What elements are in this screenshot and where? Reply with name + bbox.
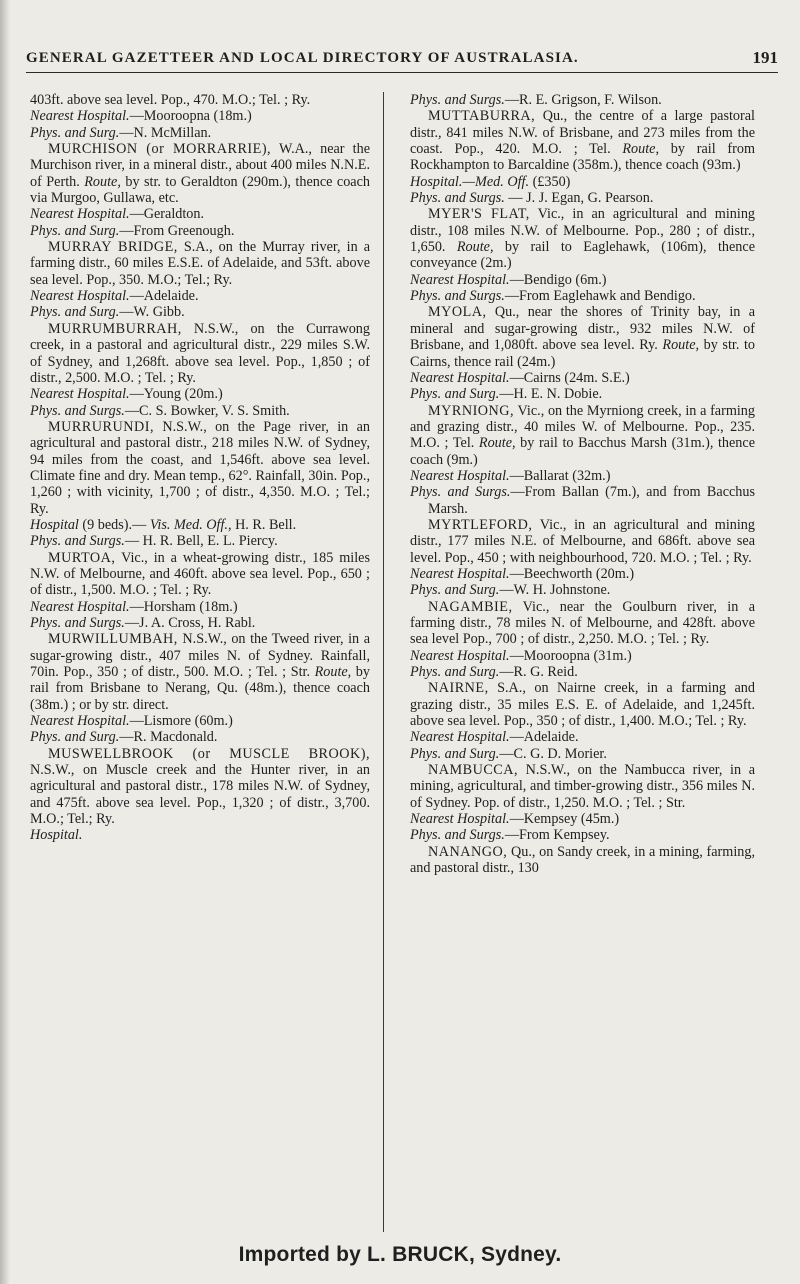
gazetteer-entry xyxy=(410,680,755,729)
entry-field-value: —From Ballan (7m.), and from Bacchus Marsh. xyxy=(428,484,755,517)
column-divider xyxy=(383,92,384,1232)
entry-text: by rail to Bacchus Marsh (31m.), thence coach (9m.) xyxy=(410,435,755,468)
entry-field-value: (9 beds).— xyxy=(78,516,150,533)
running-header xyxy=(26,44,778,73)
entry-text: by rail to Eaglehawk, (106m), thence conveyance (2m.) xyxy=(410,239,755,272)
entry-place-name: MYRTLEFORD, xyxy=(428,516,533,533)
entry-field-label: Nearest Hospital. xyxy=(30,108,130,125)
entry-field-label: Route, xyxy=(314,664,352,681)
entry-field-label: Route, xyxy=(456,239,494,256)
entry-field-value: — H. R. Bell, E. L. Piercy. xyxy=(124,533,278,550)
entry-field-value: (£350) xyxy=(529,173,571,190)
entry-text: by rail from Brisbane to Nerang, Qu. (48m.), thence coach (38m.) ; or by str. direct. xyxy=(30,664,370,713)
entry-place-name: MURRAY BRIDGE, xyxy=(48,239,178,256)
entry-text: N.S.W., on the Currawong creek, in a pastoral and agricultural distr., 229 miles S.W. of Sydney, and 1,268ft. above sea level. Pop., 1,850 ; of distr., 2,500. M.O. ; Tel. ; Ry. xyxy=(30,320,370,386)
entry-field-value: —Young (20m.) xyxy=(129,386,223,403)
entry-field-label: Nearest Hospital. xyxy=(410,467,510,484)
gazetteer-entry xyxy=(410,108,755,173)
entry-place-name: NANANGO, xyxy=(428,843,508,860)
entry-text: S.A., on Nairne creek, in a farming and grazing distr., 35 miles E.S. E. of Adelaide, and 1,245ft. above sea level. Pop., 350 ; of distr., 1,400. M.O.; Tel. ; Ry. xyxy=(410,680,755,730)
entry-field xyxy=(30,304,370,320)
entry-field-label: Phys. and Surgs. xyxy=(410,827,505,844)
entry-field xyxy=(30,206,370,222)
entry-field-value: —J. A. Cross, H. Rabl. xyxy=(124,615,256,631)
imprint-footer: Imported by L. BRUCK, Sydney. xyxy=(238,1243,562,1266)
entry-field-label: Nearest Hospital. xyxy=(410,729,510,746)
entry-text: Qu., the centre of a large pastoral distr., 841 miles N.W. of Brisbane, and 273 miles from the coast. Pop., 420. M.O. ; Tel. xyxy=(410,108,755,158)
gazetteer-entry xyxy=(410,304,755,369)
gazetteer-entry xyxy=(410,403,755,468)
entry-field xyxy=(410,272,755,288)
entry-field-label: Nearest Hospital. xyxy=(30,713,130,730)
entry-field-value: — J. J. Egan, G. Pearson. xyxy=(504,190,654,207)
right-column xyxy=(410,92,755,877)
entry-text: by rail from Rockhampton to Barcaldine (358m.), thence coach (93m.) xyxy=(410,141,755,174)
entry-place-name: NAIRNE, xyxy=(428,680,489,697)
entry-field xyxy=(30,713,370,729)
entry-field xyxy=(410,174,755,190)
entry-field-label: Phys. and Surg. xyxy=(30,304,120,321)
entry-text: Vic., in a wheat-growing distr., 185 miles N.W. of Melbourne, and 460ft. above sea level. Pop., 650 ; of distr., 1,500. M.O. ; Tel. ; Ry. xyxy=(30,549,370,599)
entry-place-name: MYOLA, xyxy=(428,304,487,321)
gazetteer-entry xyxy=(410,762,755,811)
entry-field xyxy=(410,827,755,843)
entry-field-label: Route, xyxy=(84,173,121,190)
entry-field xyxy=(410,729,755,745)
entry-field-value: —C. G. D. Morier. xyxy=(499,745,607,762)
entry-field xyxy=(30,827,370,843)
entry-text: Vic., in an agricultural and mining distr., 108 miles N.W. of Melbourne. Pop., 280 ; of distr., 1,650. xyxy=(410,206,756,256)
entry-field-value: —R. Macdonald. xyxy=(119,729,218,746)
entry-field-value: —W. Gibb. xyxy=(119,304,185,321)
entry-field-label: Phys. and Surg. xyxy=(30,222,120,239)
entry-field-value: —Geraldton. xyxy=(129,206,205,223)
entry-text: W.A., near the Murchison river, in a mineral distr., about 400 miles N.N.E. of Perth. xyxy=(30,141,370,190)
entry-field-label: Nearest Hospital. xyxy=(30,288,130,305)
entry-text: 403ft. above sea level. Pop., 470. M.O.; Tel. ; Ry. xyxy=(30,92,311,108)
entry-place-name: MUSWELLBROOK (or MUSCLE BROOK), xyxy=(48,745,370,762)
entry-field-label: Route, xyxy=(478,435,516,452)
entry-field-value: —Mooroopna (31m.) xyxy=(509,647,632,664)
entry-text: Vic., in an agricultural and mining distr., 177 miles N.E. of Melbourne, and 686ft. above sea level. Pop., 450 ; with neighbourhood, 720. M.O. ; Tel. ; Ry. xyxy=(410,516,755,566)
entry-place-name: MYER'S FLAT, xyxy=(428,206,530,223)
entry-field-label: Nearest Hospital. xyxy=(30,386,130,403)
entry-place-name: NAGAMBIE, xyxy=(428,598,513,615)
entry-field-value: —Beechworth (20m.) xyxy=(509,565,635,582)
entry-field xyxy=(30,517,370,533)
entry-field-value: —C. S. Bowker, V. S. Smith. xyxy=(124,402,290,419)
running-title: GENERAL GAZETTEER AND LOCAL DIRECTORY OF AUSTRALASIA. xyxy=(26,50,579,66)
entry-field-label: Phys. and Surg. xyxy=(410,745,500,762)
entry-field-value: —R. G. Reid. xyxy=(499,664,578,681)
entry-field-label: Hospital.—Med. Off. xyxy=(410,173,530,190)
entry-place-name: MURRURUNDI, xyxy=(48,418,155,435)
entry-place-name: NAMBUCCA, xyxy=(428,762,519,779)
entry-field-label: Phys. and Surg. xyxy=(410,664,500,681)
entry-field-label: Nearest Hospital. xyxy=(410,271,510,288)
entry-field-label: Phys. and Surg. xyxy=(410,386,500,403)
entry-field-value: —Adelaide. xyxy=(509,729,579,746)
entry-place-name: MYRNIONG, xyxy=(428,402,515,419)
entry-field xyxy=(30,599,370,615)
entry-field xyxy=(30,615,370,631)
gazetteer-entry xyxy=(30,550,370,599)
entry-field xyxy=(410,92,755,108)
entry-place-name: MURTOA, xyxy=(48,549,116,566)
gazetteer-entry xyxy=(410,517,755,566)
entry-field-label: Phys. and Surgs. xyxy=(410,190,505,207)
entry-field xyxy=(410,386,755,402)
entry-field-label: Nearest Hospital. xyxy=(410,811,510,828)
gazetteer-entry xyxy=(30,631,370,713)
entry-field xyxy=(30,533,370,549)
entry-field xyxy=(410,288,755,304)
entry-field xyxy=(30,729,370,745)
entry-text: S.A., on the Murray river, in a farming distr., 60 miles E.S.E. of Adelaide, and 53ft. above sea level. Pop., 350. M.O.; Tel.; Ry. xyxy=(30,239,370,288)
entry-place-name: MURCHISON (or MORRARRIE), xyxy=(48,141,272,158)
left-column xyxy=(30,92,370,844)
entry-text: N.S.W., on the Nambucca river, in a mining, agricultural, and timber-growing distr., 356 miles N. of Sydney. Pop. of distr., 1,250. M.O. ; Tel. ; Str. xyxy=(410,762,755,811)
entry-field-label: Phys. and Surg. xyxy=(30,729,120,746)
entry-field xyxy=(410,811,755,827)
entry-field-value: —R. E. Grigson, F. Wilson. xyxy=(504,92,662,108)
entry-field-value: —N. McMillan. xyxy=(119,124,212,141)
entry-field-label: Phys. and Surgs. xyxy=(410,484,511,501)
entry-text: Vic., near the Goulburn river, in a farming distr., 78 miles N. of Melbourne, and 428ft. above sea level Pop., 700 ; of distr., 2,250. M.O. ; Tel. ; Ry. xyxy=(410,598,755,648)
entry-place-name: MUTTABURRA, xyxy=(428,108,536,125)
gazetteer-entry xyxy=(30,419,370,517)
entry-field xyxy=(410,582,755,598)
entry-continuation xyxy=(30,92,370,108)
entry-field-label: Phys. and Surgs. xyxy=(30,402,125,419)
entry-field-label: Hospital xyxy=(30,516,79,533)
gazetteer-entry xyxy=(410,599,755,648)
entry-field-value: —From Greenough. xyxy=(119,222,235,239)
entry-field-value: —From Kempsey. xyxy=(504,827,610,844)
entry-text: by str. to Cairns, thence rail (24m.) xyxy=(410,337,755,370)
entry-field xyxy=(30,108,370,124)
entry-field xyxy=(410,664,755,680)
entry-place-name: MURWILLUMBAH, xyxy=(48,631,178,648)
gazetteer-entry xyxy=(30,321,370,386)
entry-field-label: Nearest Hospital. xyxy=(30,206,130,223)
entry-field xyxy=(30,386,370,402)
entry-field xyxy=(30,288,370,304)
page-edge-shadow xyxy=(0,0,10,1284)
entry-field-label: Phys. and Surgs. xyxy=(410,288,505,305)
entry-text: Vic., on the Myrniong creek, in a farming and grazing distr., 40 miles W. of Melbourne. Pop., 235. M.O. ; Tel. xyxy=(410,402,755,452)
entry-field-label: Nearest Hospital. xyxy=(30,598,130,615)
entry-field-label: Nearest Hospital. xyxy=(410,647,510,664)
entry-field-label: Route, xyxy=(662,337,700,354)
entry-field-label: Route, xyxy=(622,141,660,158)
entry-field-label: Phys. and Surgs. xyxy=(30,533,125,550)
entry-field-label: Phys. and Surg. xyxy=(30,124,120,141)
entry-field-value: —From Eaglehawk and Bendigo. xyxy=(504,288,696,305)
entry-field-value: —Adelaide. xyxy=(129,288,199,305)
entry-field-label: Hospital. xyxy=(30,827,83,844)
entry-field xyxy=(410,370,755,386)
entry-field xyxy=(30,223,370,239)
entry-field-label: Phys. and Surgs. xyxy=(30,615,125,631)
entry-field-value: —Mooroopna (18m.) xyxy=(129,108,252,125)
entry-text: N.S.W., on the Page river, in an agricultural and pastoral distr., 218 miles N.W. of Sydney, 94 miles from the coast, and 1,546ft. above sea level. Climate fine and dry. Mean temp., 62°. Rainfall, 30in. Pop., 1,260 ; with vicinity, 1,700 ; of distr., 4,350. M.O. ; Tel.; Ry. xyxy=(30,418,370,517)
entry-text: N.S.W., on Muscle creek and the Hunter river, in an agricultural and pastoral distr., 178 miles N.W. of Sydney, and 475ft. above sea level. Pop., 1,320 ; of distr., 3,700. M.O.; Tel.; Ry. xyxy=(30,762,370,828)
entry-field-value: —Kempsey (45m.) xyxy=(509,811,620,828)
gazetteer-entry xyxy=(410,844,755,877)
entry-field xyxy=(30,403,370,419)
entry-field-value: —Horsham (18m.) xyxy=(129,598,238,615)
entry-text: Qu., near the shores of Trinity bay, in a mineral and sugar-growing distr., 932 miles N.W. of Brisbane, and 1,080ft. above sea level. Ry. xyxy=(410,304,755,354)
entry-field-value: —Bendigo (6m.) xyxy=(509,271,607,288)
entry-place-name: MURRUMBURRAH, xyxy=(48,320,182,337)
entry-field xyxy=(410,648,755,664)
entry-text: N.S.W., on the Tweed river, in a sugar-growing distr., 407 miles N. of Sydney. Rainfall, 70in. Pop., 350 ; of distr., 500. M.O. ; Tel. ; Str. xyxy=(30,631,370,681)
entry-field xyxy=(30,125,370,141)
entry-field-label: Nearest Hospital. xyxy=(410,369,510,386)
entry-field xyxy=(410,484,755,517)
page-number: 191 xyxy=(752,48,778,67)
entry-field-label: Nearest Hospital. xyxy=(410,565,510,582)
entry-field-value: —Lismore (60m.) xyxy=(129,713,233,730)
gazetteer-entry xyxy=(410,206,755,271)
entry-field-value: —H. E. N. Dobie. xyxy=(499,386,603,403)
entry-field xyxy=(410,468,755,484)
gazetteer-entry xyxy=(30,239,370,288)
entry-text: by str. to Geraldton (290m.), thence coach via Murgoo, Gullawa, etc. xyxy=(30,173,370,207)
gazetteer-entry xyxy=(30,746,370,828)
entry-field-value: —Ballarat (32m.) xyxy=(509,467,611,484)
entry-text: Qu., on Sandy creek, in a mining, farming, and pastoral distr., 130 xyxy=(410,843,755,877)
entry-field-label: Vis. Med. Off., xyxy=(149,516,232,533)
entry-field xyxy=(410,190,755,206)
gazetteer-entry xyxy=(30,141,370,206)
entry-field xyxy=(410,746,755,762)
entry-field-value: —W. H. Johnstone. xyxy=(499,582,611,599)
entry-field-value: —Cairns (24m. S.E.) xyxy=(509,369,630,386)
entry-field xyxy=(410,566,755,582)
entry-field-label: Phys. and Surg. xyxy=(410,582,500,599)
entry-field-label: Phys. and Surgs. xyxy=(410,92,505,108)
entry-field-value: H. R. Bell. xyxy=(231,516,297,533)
